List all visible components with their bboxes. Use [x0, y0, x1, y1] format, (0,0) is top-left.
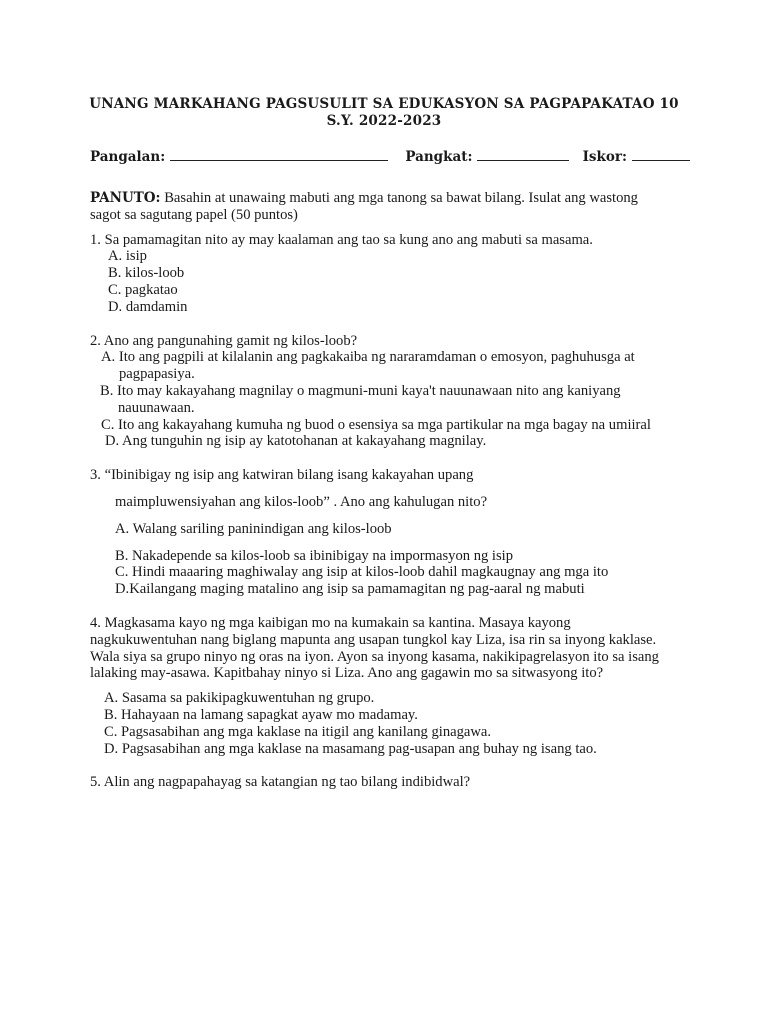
name-label: Pangalan:	[90, 149, 166, 165]
name-blank	[170, 148, 388, 161]
q4-option-a: A. Sasama sa pakikipagkuwentuhan ng grupo.	[104, 690, 375, 707]
score-label: Iskor:	[582, 149, 627, 165]
question-2: 2. Ano ang pangunahing gamit ng kilos-loob?	[90, 332, 358, 349]
q4-option-d: D. Pagsasabihan ang mga kaklase na masamang pag-usapan ang buhay ng isang tao.	[104, 740, 597, 757]
q1-option-b: B. kilos-loob	[108, 265, 185, 282]
question-5: 5. Alin ang nagpapahayag sa katangian ng tao bilang indibidwal?	[90, 774, 471, 791]
q1-option-c: C. pagkatao	[108, 281, 178, 298]
question-4: 4. Magkasama kayo ng mga kaibigan mo na kumakain sa kantina. Masaya kayong nagkukuwentuhan nang biglang mapunta ang usapan tungkol kay Liza, isa rin sa inyong kaklase. Wala siya sa grupo ninyo ng oras na iyon. Ayon sa inyong kasama, nakikipagrelasyon ito sa isang lalaking may-asawa. Kapitbahay ninyo si Liza. Ano ang gagawin mo sa sitwasyong ito?	[90, 614, 659, 682]
exam-content	[90, 190, 670, 791]
question-3-line-1: 3. “Ibinibigay ng isip ang katwiran bilang isang kakayahan upang	[90, 467, 474, 484]
q2-option-a: A. Ito ang pagpili at kilalanin ang pagkakaiba ng nararamdaman o emosyon, paghuhusga at pagpapasiya.	[101, 349, 635, 383]
q3-option-d: D.Kailangang maging matalino ang isip sa pamamagitan ng pag-aaral ng mabuti	[115, 581, 585, 598]
q3-option-c: C. Hindi maaaring maghiwalay ang isip at kilos-loob dahil magkaugnay ang mga ito	[115, 564, 609, 581]
question-1: 1. Sa pamamagitan nito ay may kaalaman ang tao sa kung ano ang mabuti sa masama.	[90, 231, 593, 248]
exam-title: UNANG MARKAHANG PAGSUSULIT SA EDUKASYON SA PAGPAPAKATAO 10	[89, 96, 679, 112]
q4-option-c: C. Pagsasabihan ang mga kaklase na itigil ang kanilang ginagawa.	[104, 723, 492, 740]
q1-option-a: A. isip	[108, 248, 147, 265]
section-blank	[477, 148, 569, 161]
q2-option-b: B. Ito may kakayahang magnilay o magmuni-muni kaya't nauunawaan nito ang kaniyang nauunawaan.	[100, 382, 621, 416]
school-year: S.Y. 2022-2023	[326, 113, 442, 129]
q4-option-b: B. Hahayaan na lamang sapagkat ayaw mo madamay.	[104, 706, 418, 723]
q3-option-b: B. Nakadepende sa kilos-loob sa ibinibigay na impormasyon ng isip	[115, 547, 514, 564]
instructions-text: Basahin at unawaing mabuti ang mga tanong sa bawat bilang. Isulat ang wastong sagot sa sagutang papel (50 puntos)	[90, 190, 638, 223]
section-label: Pangkat:	[405, 149, 473, 165]
score-blank	[632, 148, 690, 161]
q2-option-c: C. Ito ang kakayahang kumuha ng buod o esensiya sa mga partikular na mga bagay na umiiral	[101, 416, 651, 433]
q1-option-d: D. damdamin	[108, 298, 188, 315]
question-3-line-2: maimpluwensiyahan ang kilos-loob” . Ano ang kahulugan nito?	[115, 493, 488, 510]
instructions	[90, 190, 670, 224]
q2-option-d: D. Ang tunguhin ng isip ay katotohanan at kakayahang magnilay.	[105, 433, 487, 450]
q3-option-a: A. Walang sariling paninindigan ang kilos-loob	[115, 520, 392, 537]
student-info-row	[90, 148, 670, 165]
instructions-label: PANUTO:	[90, 190, 161, 206]
